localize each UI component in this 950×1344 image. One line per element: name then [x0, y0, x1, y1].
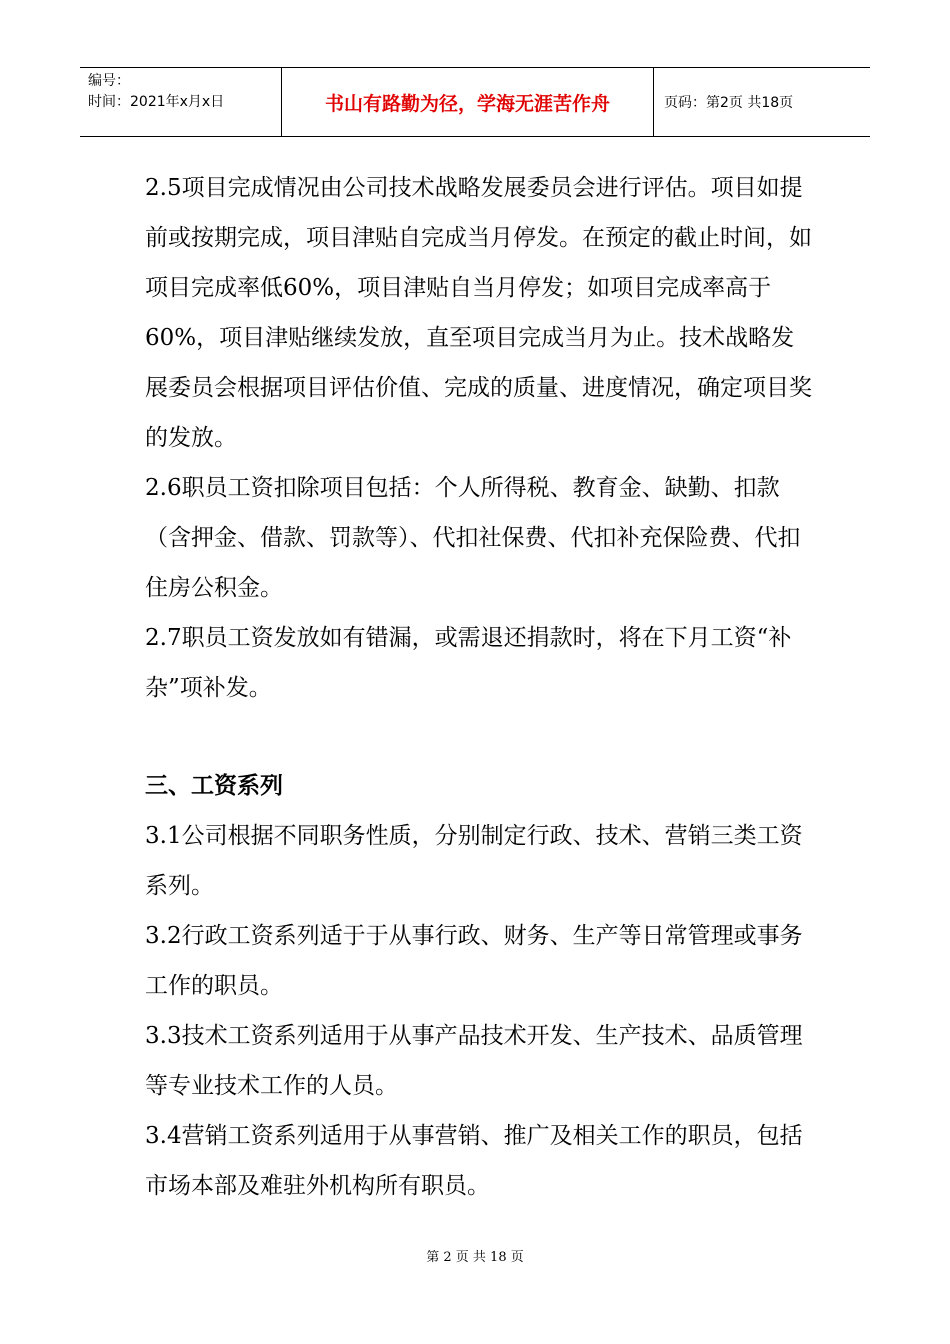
document-body: [145, 163, 815, 1211]
header-meta: [80, 68, 282, 136]
paragraph-2-7: 2.7职员工资发放如有错漏，或需退还捐款时，将在下月工资“补杂”项补发。: [145, 625, 792, 701]
section-spacer: [145, 713, 815, 761]
document-number-label: 编号：: [88, 73, 130, 89]
header-motto: 书山有路勤为径，学海无涯苦作舟: [282, 68, 654, 136]
paragraph-2-6: 2.6职员工资扣除项目包括：个人所得税、教育金、缺勤、扣款（含押金、借款、罚款等）、代扣社保费、代扣补充保险费、代扣住房公积金。: [145, 475, 801, 601]
document-date: 时间：2021年x月x日: [88, 94, 225, 110]
header-page-info: 页码：第2页 共18页: [664, 95, 794, 111]
page-footer: 第 2 页 共 18 页: [426, 1250, 524, 1265]
paragraph-3-4: 3.4营销工资系列适用于从事营销、推广及相关工作的职员，包括市场本部及难驻外机构所有职员。: [145, 1123, 803, 1199]
paragraph-2-5: 2.5项目完成情况由公司技术战略发展委员会进行评估。项目如提前或按期完成，项目津贴自完成当月停发。在预定的截止时间，如项目完成率低60%，项目津贴自当月停发；如项目完成率高于60%，项目津贴继续发放，直至项目完成当月为止。技术战略发展委员会根据项目评估价值、完成的质量、进度情况，确定项目奖的发放。: [145, 175, 812, 451]
page-header: [80, 67, 870, 137]
paragraph-3-1: 3.1公司根据不同职务性质，分别制定行政、技术、营销三类工资系列。: [145, 823, 803, 899]
paragraph-3-3: 3.3技术工资系列适用于从事产品技术开发、生产技术、品质管理等专业技术工作的人员。: [145, 1023, 803, 1099]
section-heading-3: 三、工资系列: [145, 773, 283, 799]
paragraph-3-2: 3.2行政工资系列适于于从事行政、财务、生产等日常管理或事务工作的职员。: [145, 923, 803, 999]
